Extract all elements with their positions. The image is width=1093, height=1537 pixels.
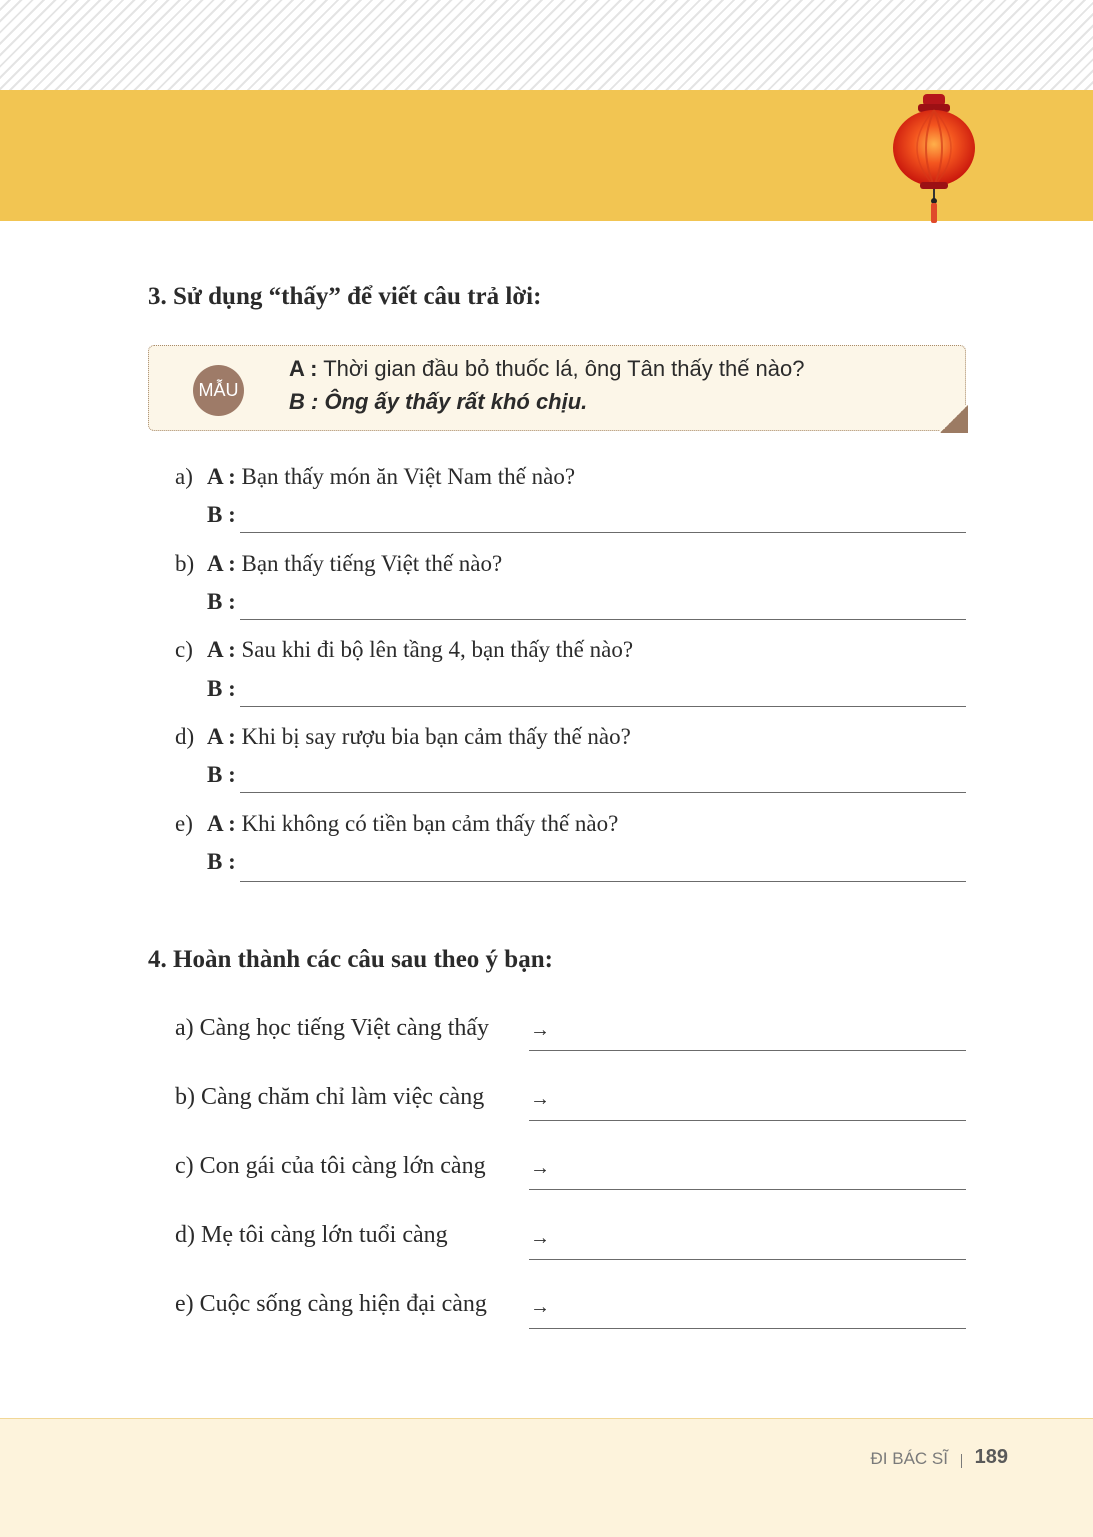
b-label: B : (207, 676, 236, 701)
answer-line-4e[interactable] (529, 1328, 966, 1329)
chapter-title: ĐI BÁC SĨ (870, 1449, 948, 1468)
exercise-3e-question (175, 811, 618, 837)
item-letter: c) (175, 637, 193, 662)
b-label: B : (207, 502, 236, 527)
b-label: B : (207, 589, 236, 614)
exercise-4a-text: a) Càng học tiếng Việt càng thấy (175, 1015, 490, 1041)
sample-a-label: A : (289, 356, 318, 381)
question-text: Sau khi đi bộ lên tầng 4, bạn thấy thế nào? (241, 637, 634, 662)
section-4-title: 4. Hoàn thành các câu sau theo ý bạn: (148, 946, 553, 973)
question-text: Bạn thấy món ăn Việt Nam thế nào? (241, 464, 576, 489)
sample-a-text: Thời gian đầu bỏ thuốc lá, ông Tân thấy thế nào? (323, 356, 805, 381)
a-label: A : (207, 811, 236, 836)
footer-divider (961, 1454, 962, 1468)
exercise-4d-text: d) Mẹ tôi càng lớn tuổi càng (175, 1222, 448, 1248)
arrow-icon: → (530, 1088, 550, 1110)
exercise-3a-question (175, 464, 575, 490)
question-text: Khi bị say rượu bia bạn cảm thấy thế nào? (241, 724, 631, 749)
answer-line-3b[interactable] (240, 619, 966, 620)
a-label: A : (207, 464, 236, 489)
arrow-icon: → (530, 1157, 550, 1179)
exercise-4e-text: e) Cuộc sống càng hiện đại càng (175, 1291, 487, 1317)
arrow-icon: → (530, 1227, 550, 1249)
sample-line-b (289, 389, 587, 415)
answer-line-3e[interactable] (240, 881, 966, 882)
exercise-3b-question (175, 551, 502, 577)
question-text: Khi không có tiền bạn cảm thấy thế nào? (241, 811, 619, 836)
a-label: A : (207, 724, 236, 749)
sample-box (148, 345, 966, 431)
question-text: Bạn thấy tiếng Việt thế nào? (241, 551, 503, 576)
answer-line-4a[interactable] (529, 1050, 966, 1051)
page-footer (0, 1418, 1093, 1537)
sample-badge: MẪU (193, 365, 244, 416)
answer-line-3c[interactable] (240, 706, 966, 707)
sample-b-text: Ông ấy thấy rất khó chịu. (324, 389, 588, 414)
item-letter: a) (175, 464, 193, 489)
arrow-icon: → (530, 1019, 550, 1041)
page-number: 189 (974, 1446, 1008, 1468)
item-letter: e) (175, 811, 193, 836)
lantern-icon (888, 90, 980, 230)
item-letter: b) (175, 551, 195, 576)
a-label: A : (207, 637, 236, 662)
answer-line-4d[interactable] (529, 1259, 966, 1260)
arrow-icon: → (530, 1296, 550, 1318)
exercise-3c-question (175, 637, 633, 663)
answer-line-3a[interactable] (240, 532, 966, 533)
header-stripes (0, 0, 1093, 90)
answer-line-3d[interactable] (240, 792, 966, 793)
exercise-4c-text: c) Con gái của tôi càng lớn càng (175, 1153, 486, 1179)
item-letter: d) (175, 724, 195, 749)
section-3-title: 3. Sử dụng “thấy” để viết câu trả lời: (148, 283, 542, 310)
a-label: A : (207, 551, 236, 576)
b-label: B : (207, 849, 236, 874)
exercise-4b-text: b) Càng chăm chỉ làm việc càng (175, 1084, 485, 1110)
page-fold-icon (940, 405, 968, 433)
exercise-3d-question (175, 724, 631, 750)
sample-line-a (289, 356, 805, 382)
b-label: B : (207, 762, 236, 787)
answer-line-4b[interactable] (529, 1120, 966, 1121)
sample-b-label: B : (289, 389, 319, 414)
answer-line-4c[interactable] (529, 1189, 966, 1190)
